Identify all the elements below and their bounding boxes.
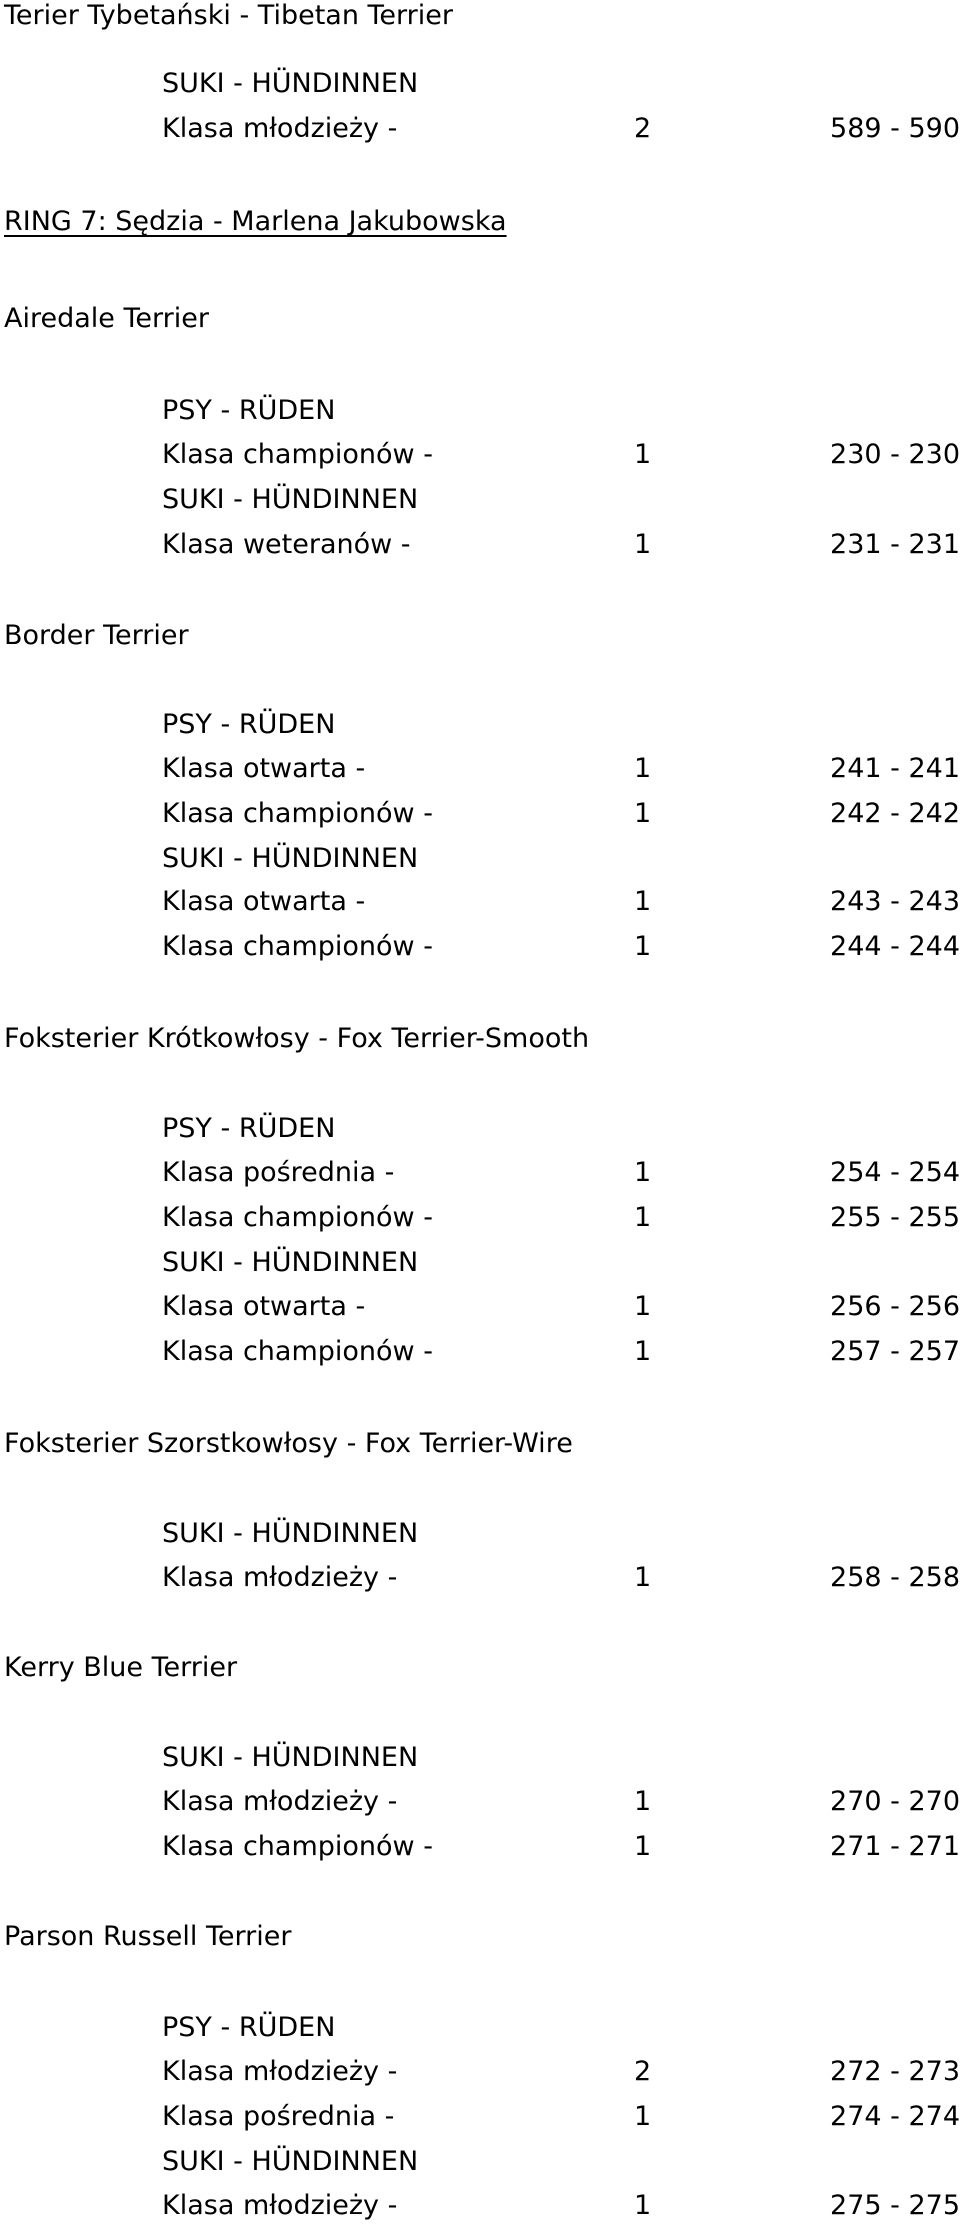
class-name: Klasa championów - xyxy=(162,1202,433,1233)
entry-count: 1 xyxy=(634,1202,652,1233)
entry-count: 1 xyxy=(634,886,652,917)
class-name: Klasa młodzieży - xyxy=(162,113,398,144)
breed-heading: Parson Russell Terrier xyxy=(4,1921,292,1952)
class-entry-row xyxy=(0,925,960,969)
breed-heading: Kerry Blue Terrier xyxy=(4,1652,238,1683)
catalog-number-range: 254 - 254 xyxy=(830,1157,960,1188)
breed-heading: Airedale Terrier xyxy=(4,303,209,334)
class-entry-row xyxy=(0,2184,960,2228)
class-name: Klasa młodzieży - xyxy=(162,1562,398,1593)
catalog-number-range: 256 - 256 xyxy=(830,1291,960,1322)
entry-count: 1 xyxy=(634,439,652,470)
entry-count: 2 xyxy=(634,113,652,144)
class-entry-row xyxy=(0,433,960,477)
catalog-number-range: 230 - 230 xyxy=(830,439,960,470)
class-name: Klasa weteranów - xyxy=(162,529,411,560)
class-entry-row xyxy=(0,1825,960,1869)
class-name: Klasa championów - xyxy=(162,1336,433,1367)
class-name: Klasa pośrednia - xyxy=(162,1157,395,1188)
entry-count: 1 xyxy=(634,798,652,829)
breed-heading: Terier Tybetański - Tibetan Terrier xyxy=(4,0,453,31)
class-entry-row xyxy=(0,1780,960,1824)
class-entry-row xyxy=(0,523,960,567)
catalog-number-range: 244 - 244 xyxy=(830,931,960,962)
entry-count: 1 xyxy=(634,1831,652,1862)
class-name: Klasa młodzieży - xyxy=(162,2190,398,2221)
breed-heading: Foksterier Krótkowłosy - Fox Terrier-Smooth xyxy=(4,1023,590,1054)
breed-heading: Foksterier Szorstkowłosy - Fox Terrier-Wire xyxy=(4,1428,573,1459)
entry-count: 1 xyxy=(634,2190,652,2221)
ring-heading: RING 7: Sędzia - Marlena Jakubowska xyxy=(4,206,507,237)
class-entry-row xyxy=(0,880,960,924)
class-entry-row xyxy=(0,1285,960,1329)
entry-count: 1 xyxy=(634,1291,652,1322)
sex-section-heading: SUKI - HÜNDINNEN xyxy=(162,1247,419,1278)
entry-count: 1 xyxy=(634,1336,652,1367)
catalog-number-range: 270 - 270 xyxy=(830,1786,960,1817)
entry-count: 1 xyxy=(634,529,652,560)
class-name: Klasa otwarta - xyxy=(162,1291,366,1322)
catalog-number-range: 272 - 273 xyxy=(830,2056,960,2087)
class-entry-row xyxy=(0,1330,960,1374)
catalog-number-range: 243 - 243 xyxy=(830,886,960,917)
sex-section-heading: SUKI - HÜNDINNEN xyxy=(162,68,419,99)
class-entry-row xyxy=(0,2050,960,2094)
entry-count: 1 xyxy=(634,1786,652,1817)
class-name: Klasa otwarta - xyxy=(162,753,366,784)
catalog-number-range: 231 - 231 xyxy=(830,529,960,560)
entry-count: 2 xyxy=(634,2056,652,2087)
sex-section-heading: SUKI - HÜNDINNEN xyxy=(162,1518,419,1549)
class-name: Klasa championów - xyxy=(162,1831,433,1862)
class-name: Klasa championów - xyxy=(162,439,433,470)
class-name: Klasa championów - xyxy=(162,931,433,962)
catalog-number-range: 274 - 274 xyxy=(830,2101,960,2132)
entry-count: 1 xyxy=(634,1157,652,1188)
sex-section-heading: SUKI - HÜNDINNEN xyxy=(162,1742,419,1773)
class-entry-row xyxy=(0,1556,960,1600)
catalog-number-range: 241 - 241 xyxy=(830,753,960,784)
catalog-number-range: 242 - 242 xyxy=(830,798,960,829)
catalog-number-range: 255 - 255 xyxy=(830,1202,960,1233)
sex-section-heading: PSY - RÜDEN xyxy=(162,709,336,740)
entry-count: 1 xyxy=(634,2101,652,2132)
sex-section-heading: SUKI - HÜNDINNEN xyxy=(162,2146,419,2177)
class-entry-row xyxy=(0,2095,960,2139)
class-entry-row xyxy=(0,792,960,836)
class-name: Klasa otwarta - xyxy=(162,886,366,917)
sex-section-heading: PSY - RÜDEN xyxy=(162,2012,336,2043)
sex-section-heading: SUKI - HÜNDINNEN xyxy=(162,484,419,515)
class-entry-row xyxy=(0,747,960,791)
class-name: Klasa młodzieży - xyxy=(162,2056,398,2087)
class-entry-row xyxy=(0,1151,960,1195)
catalog-number-range: 257 - 257 xyxy=(830,1336,960,1367)
catalog-number-range: 258 - 258 xyxy=(830,1562,960,1593)
catalog-number-range: 589 - 590 xyxy=(830,113,960,144)
entry-count: 1 xyxy=(634,753,652,784)
entry-count: 1 xyxy=(634,1562,652,1593)
sex-section-heading: SUKI - HÜNDINNEN xyxy=(162,843,419,874)
sex-section-heading: PSY - RÜDEN xyxy=(162,1113,336,1144)
class-name: Klasa championów - xyxy=(162,798,433,829)
class-entry-row xyxy=(0,107,960,151)
sex-section-heading: PSY - RÜDEN xyxy=(162,395,336,426)
catalog-number-range: 275 - 275 xyxy=(830,2190,960,2221)
entry-count: 1 xyxy=(634,931,652,962)
breed-heading: Border Terrier xyxy=(4,620,189,651)
class-name: Klasa pośrednia - xyxy=(162,2101,395,2132)
class-entry-row xyxy=(0,1196,960,1240)
catalog-number-range: 271 - 271 xyxy=(830,1831,960,1862)
class-name: Klasa młodzieży - xyxy=(162,1786,398,1817)
